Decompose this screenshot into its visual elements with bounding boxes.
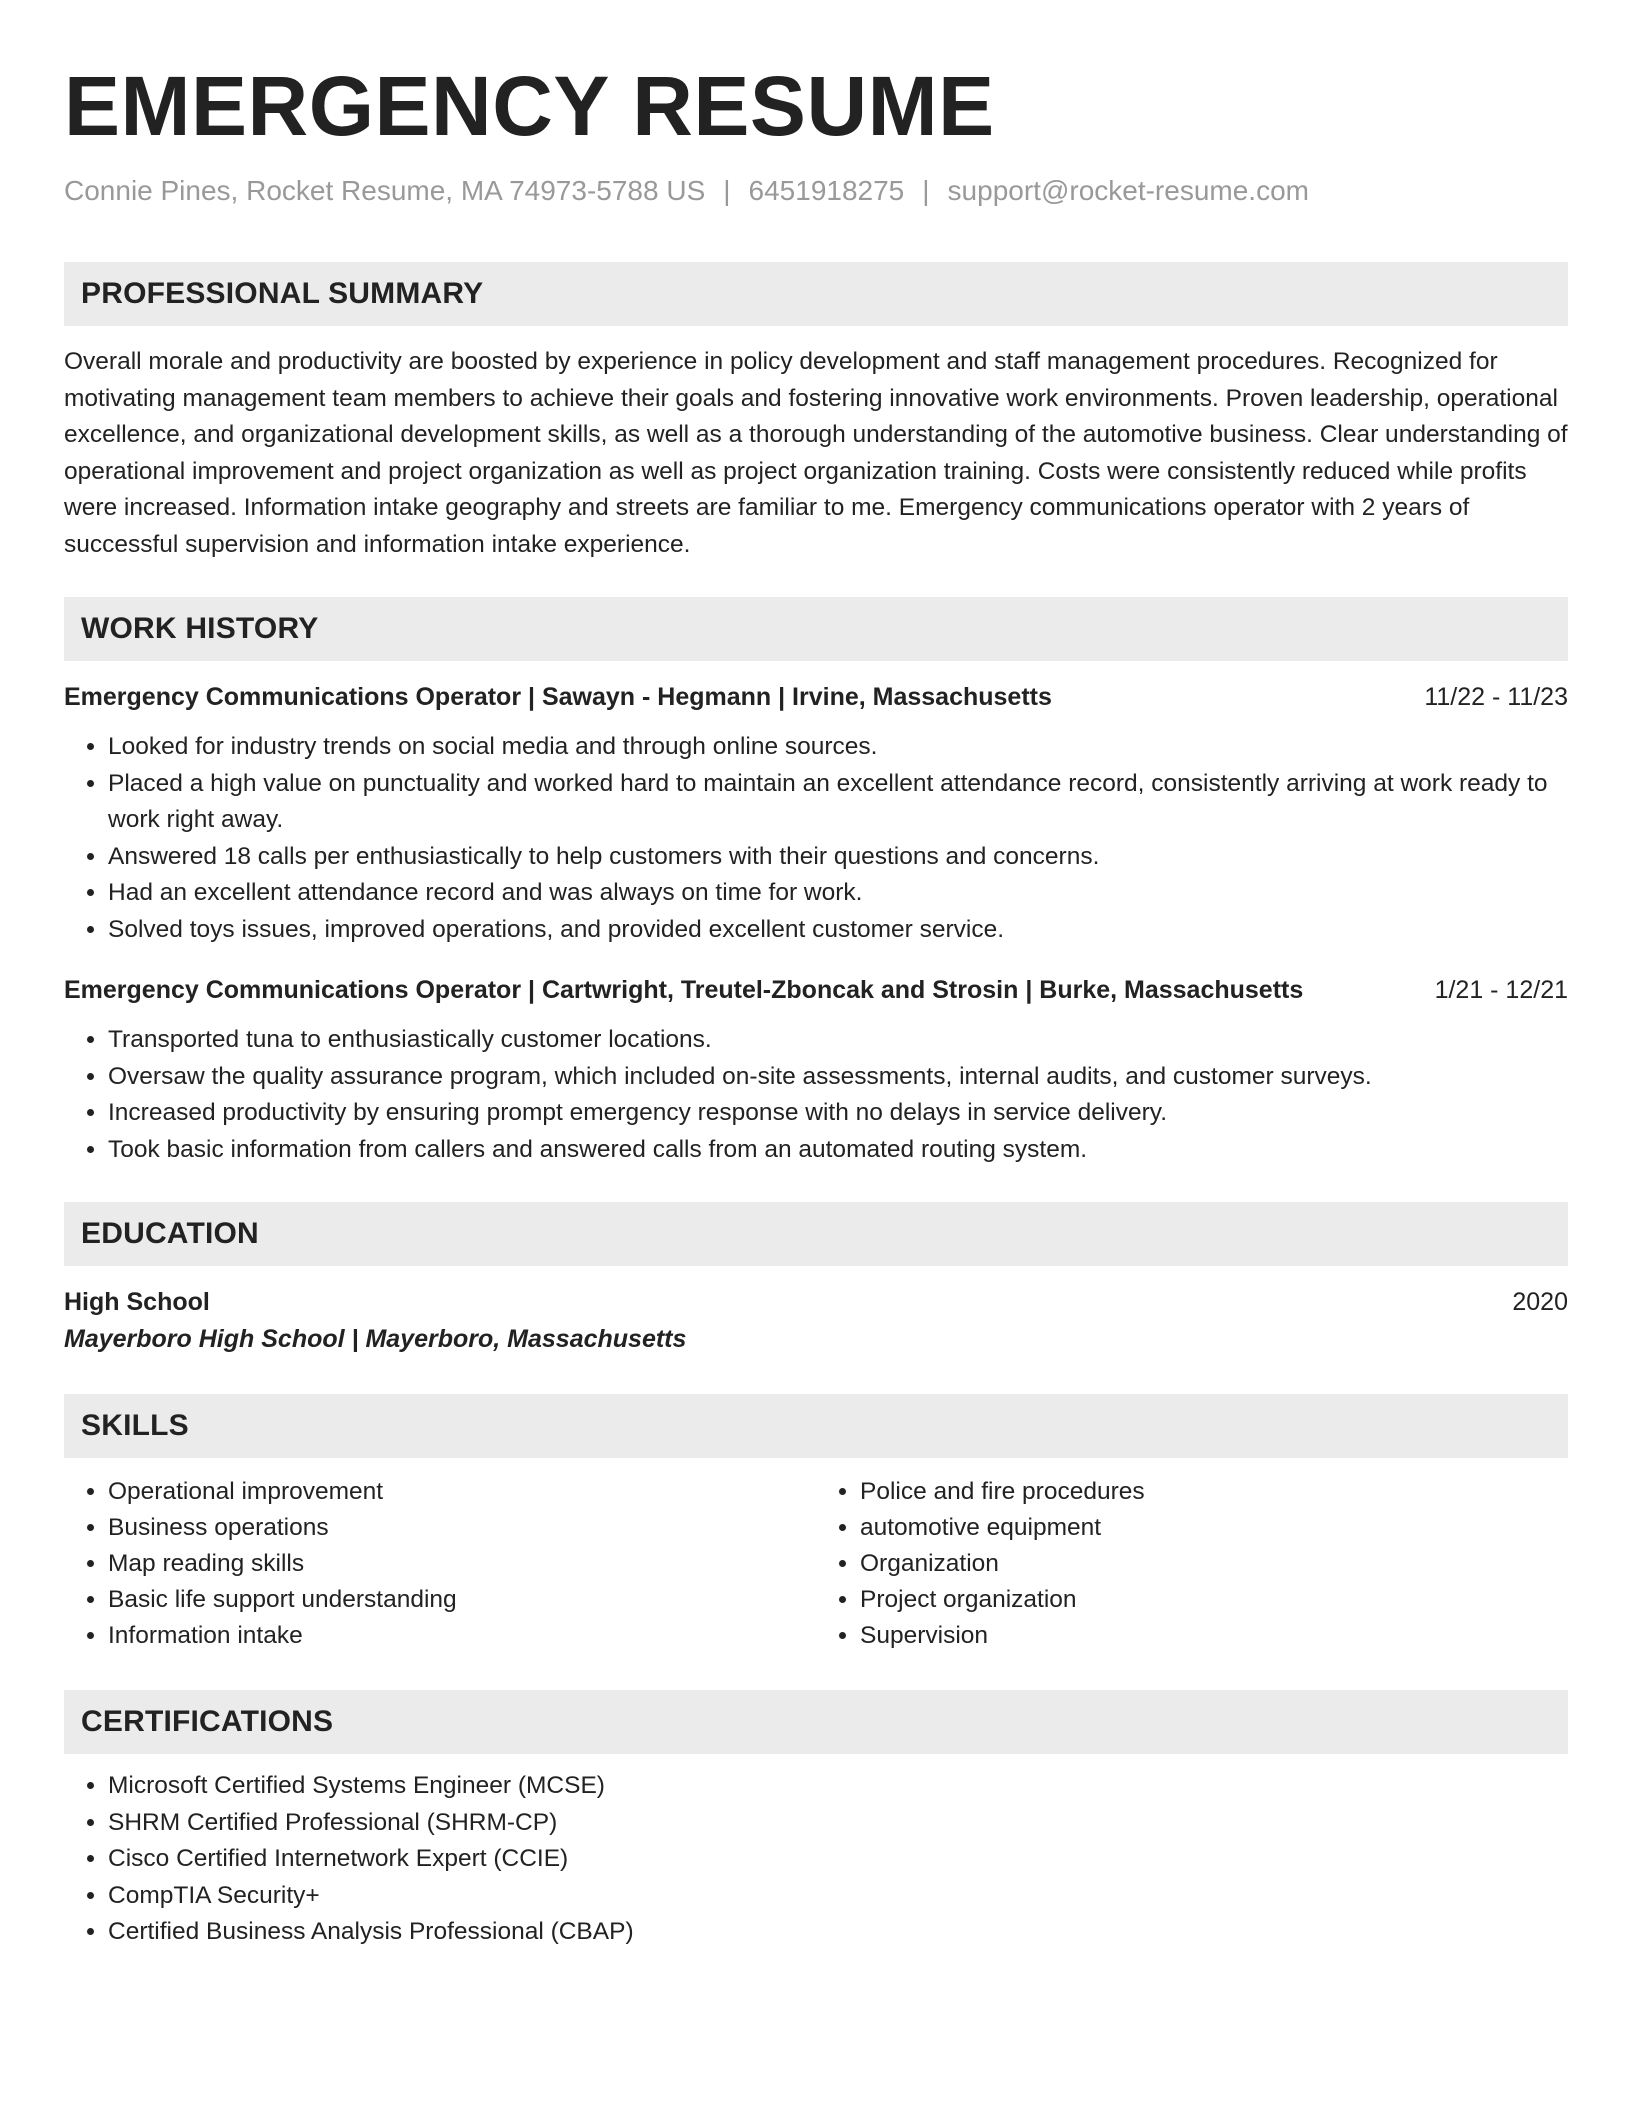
contact-address: Connie Pines, Rocket Resume, MA 74973-5788 US (64, 175, 706, 206)
education-year: 2020 (1512, 1288, 1568, 1316)
job-dates: 1/21 - 12/21 (1434, 976, 1568, 1004)
education-school: Mayerboro High School | Mayerboro, Massachusetts (64, 1325, 687, 1353)
job-bullet: • Answered 18 calls per enthusiastically to help customers with their questions and concerns. (108, 839, 1568, 876)
job-bullet: • Had an excellent attendance record and was always on time for work. (108, 875, 1568, 912)
job-entry (64, 972, 1568, 1168)
section-header-certifications: CERTIFICATIONS (64, 1690, 1568, 1754)
education-degree: High School (64, 1288, 210, 1316)
certification-item: • SHRM Certified Professional (SHRM-CP) (108, 1805, 1568, 1842)
job-bullet: • Solved toys issues, improved operations, and provided excellent customer service. (108, 912, 1568, 949)
contact-email: support@rocket-resume.com (947, 175, 1309, 206)
skill-item: • Basic life support understanding (108, 1582, 816, 1618)
certification-item: • Cisco Certified Internetwork Expert (CCIE) (108, 1841, 1568, 1878)
job-header (64, 679, 1568, 715)
contact-separator: | (922, 175, 930, 206)
skill-item: • Supervision (860, 1618, 1568, 1654)
job-bullets (64, 1022, 1568, 1168)
education-header (64, 1284, 1568, 1320)
certifications-list (64, 1768, 1568, 1951)
job-header (64, 972, 1568, 1008)
skill-item: • automotive equipment (860, 1510, 1568, 1546)
certification-item: • Microsoft Certified Systems Engineer (MCSE) (108, 1768, 1568, 1805)
job-bullet: • Placed a high value on punctuality and worked hard to maintain an excellent attendance record, consistently arriving at work ready to work right away. (108, 766, 1568, 839)
contact-line (64, 174, 1568, 208)
summary-text: Overall morale and productivity are boosted by experience in policy development and staff management procedures. Recognized for motivating management team members to achieve their goals and fostering innovative work environments. Proven leadership, operational excellence, and organizational development skills, as well as a thorough understanding of the automotive business. Clear understanding of operational improvement and project organization as well as project organization training. Costs were consistently reduced while profits were increased. Information intake geography and streets are familiar to me. Emergency communications operator with 2 years of successful supervision and information intake experience. (64, 348, 1568, 558)
job-title: Emergency Communications Operator | Sawayn - Hegmann | Irvine, Massachusetts (64, 683, 1052, 711)
certification-item: • CompTIA Security+ (108, 1878, 1568, 1915)
job-entry (64, 679, 1568, 948)
job-bullets (64, 729, 1568, 948)
skill-item: • Project organization (860, 1582, 1568, 1618)
job-bullet: • Oversaw the quality assurance program, which included on-site assessments, internal audits, and customer surveys. (108, 1059, 1568, 1096)
skill-item: • Map reading skills (108, 1546, 816, 1582)
job-bullet: • Looked for industry trends on social media and through online sources. (108, 729, 1568, 766)
skill-item: • Operational improvement (108, 1474, 816, 1510)
contact-separator: | (723, 175, 731, 206)
resume-title: EMERGENCY RESUME (64, 59, 995, 153)
education-section (64, 1202, 1568, 1358)
job-title: Emergency Communications Operator | Cartwright, Treutel-Zboncak and Strosin | Burke, Massachusetts (64, 976, 1304, 1004)
job-bullet: • Took basic information from callers and answered calls from an automated routing system. (108, 1132, 1568, 1169)
skills-columns (64, 1474, 1568, 1654)
certification-item: • Certified Business Analysis Professional (CBAP) (108, 1914, 1568, 1951)
section-header-skills: SKILLS (64, 1394, 1568, 1458)
section-header-education: EDUCATION (64, 1202, 1568, 1266)
skill-item: • Police and fire procedures (860, 1474, 1568, 1510)
job-bullet: • Transported tuna to enthusiastically customer locations. (108, 1022, 1568, 1059)
job-bullet: • Increased productivity by ensuring prompt emergency response with no delays in service delivery. (108, 1095, 1568, 1132)
work-history-section (64, 597, 1568, 1168)
job-dates: 11/22 - 11/23 (1424, 683, 1568, 711)
certifications-section (64, 1690, 1568, 1951)
skills-list-right (816, 1474, 1568, 1654)
section-header-work-history: WORK HISTORY (64, 597, 1568, 661)
skills-list-left (64, 1474, 816, 1654)
skill-item: • Business operations (108, 1510, 816, 1546)
skills-section (64, 1394, 1568, 1654)
section-header-summary: PROFESSIONAL SUMMARY (64, 262, 1568, 326)
contact-phone: 6451918275 (748, 175, 905, 206)
skill-item: • Organization (860, 1546, 1568, 1582)
summary-section (64, 262, 1568, 563)
skill-item: • Information intake (108, 1618, 816, 1654)
